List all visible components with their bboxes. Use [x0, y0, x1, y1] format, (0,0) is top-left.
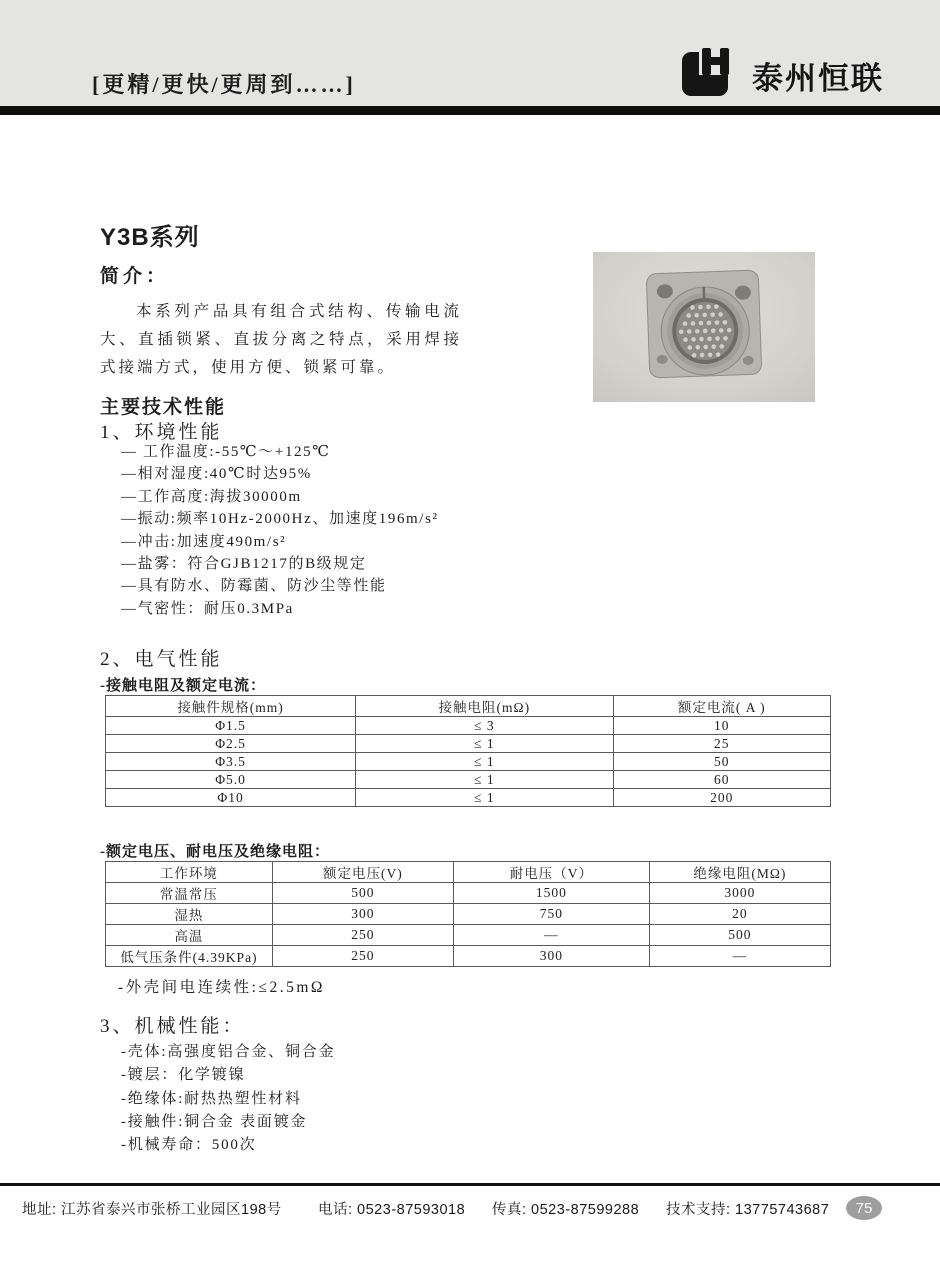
table-cell: 低气压条件(4.39KPa) — [106, 946, 273, 967]
mechanical-item: -接触件:铜合金 表面镀金 — [121, 1113, 308, 1130]
table-cell: — — [454, 925, 650, 946]
environment-item: —工作高度:海拔30000m — [121, 488, 302, 505]
environment-item: —具有防水、防霉菌、防沙尘等性能 — [121, 578, 387, 595]
table-cell: 250 — [272, 925, 453, 946]
table-cell: 湿热 — [106, 904, 273, 925]
table-cell: ≤ 1 — [356, 771, 613, 789]
footer-divider — [0, 1183, 940, 1186]
table-cell: Φ2.5 — [106, 735, 356, 753]
table-cell: 300 — [454, 946, 650, 967]
table-cell: ≤ 3 — [356, 717, 613, 735]
table-header-row — [106, 696, 831, 717]
contact-resistance-table — [105, 695, 831, 807]
mechanical-item: -机械寿命：500次 — [121, 1137, 257, 1154]
table-cell: 250 — [272, 946, 453, 967]
table-cell: 常温常压 — [106, 883, 273, 904]
table-row — [106, 771, 831, 789]
table-cell: 300 — [272, 904, 453, 925]
table-cell: Φ3.5 — [106, 753, 356, 771]
section-electrical-heading: 2、电气性能 — [100, 649, 223, 670]
table-cell: — — [649, 946, 830, 967]
table-cell: 200 — [613, 789, 831, 807]
table-row — [106, 883, 831, 904]
table-cell: Φ10 — [106, 789, 356, 807]
brand-logo — [682, 48, 884, 103]
brand-name: 泰州恒联 — [752, 61, 884, 96]
product-photo — [593, 252, 815, 402]
table-cell: ≤ 1 — [356, 789, 613, 807]
header-divider-bar — [0, 106, 940, 115]
column-header: 耐电压（V） — [454, 862, 650, 883]
mechanical-item: -绝缘体:耐热热塑性材料 — [121, 1090, 302, 1107]
table-cell: 3000 — [649, 883, 830, 904]
table-cell: 20 — [649, 904, 830, 925]
series-title: Y3B系列 — [100, 224, 200, 251]
connector-illustration — [646, 270, 762, 378]
section-mechanical-heading: 3、机械性能： — [100, 1016, 245, 1037]
table-row — [106, 789, 831, 807]
environment-item: —相对湿度:40℃时达95% — [121, 466, 312, 483]
environment-item: —盐雾：符合GJB1217的B级规定 — [121, 555, 367, 572]
environment-item: —冲击:加速度490m/s² — [121, 533, 287, 550]
footer — [0, 1198, 940, 1228]
environment-item: —气密性：耐压0.3MPa — [121, 600, 294, 617]
table-cell: ≤ 1 — [356, 735, 613, 753]
table-cell: 500 — [649, 925, 830, 946]
table-cell: 高温 — [106, 925, 273, 946]
table-row — [106, 904, 831, 925]
contact-table-caption: -接触电阻及额定电流： — [100, 678, 266, 694]
table-header-row — [106, 862, 831, 883]
table-row — [106, 946, 831, 967]
table-cell: ≤ 1 — [356, 753, 613, 771]
footer-fax: 传真: 0523-87599288 — [492, 1202, 640, 1218]
table-cell: 10 — [613, 717, 831, 735]
section-environment-heading: 1、环境性能 — [100, 422, 223, 443]
table-cell: 25 — [613, 735, 831, 753]
shell-continuity-note: -外壳间电连续性:≤2.5mΩ — [118, 979, 325, 996]
column-header: 额定电流( A ) — [613, 696, 831, 717]
table-cell: Φ1.5 — [106, 717, 356, 735]
table-cell: 750 — [454, 904, 650, 925]
voltage-table-caption: -额定电压、耐电压及绝缘电阻： — [100, 844, 330, 860]
table-row — [106, 735, 831, 753]
intro-heading: 简介： — [100, 266, 170, 287]
main-performance-heading: 主要技术性能 — [100, 397, 227, 418]
table-cell: 1500 — [454, 883, 650, 904]
column-header: 绝缘电阻(MΩ) — [649, 862, 830, 883]
table-cell: 50 — [613, 753, 831, 771]
environment-item: — 工作温度:-55℃～+125℃ — [121, 444, 331, 460]
table-cell: 500 — [272, 883, 453, 904]
table-row — [106, 753, 831, 771]
voltage-insulation-table — [105, 861, 831, 967]
lh-monogram-icon — [682, 48, 740, 103]
page-number-badge: 75 — [846, 1196, 882, 1220]
environment-list — [121, 440, 439, 619]
table-row — [106, 925, 831, 946]
intro-paragraph: 本系列产品具有组合式结构、传输电流大、直插锁紧、直拔分离之特点，采用焊接式接端方式，使用方便、锁紧可靠。 — [100, 303, 462, 376]
mechanical-item: -壳体:高强度铝合金、铜合金 — [121, 1044, 336, 1060]
footer-address: 地址: 江苏省泰兴市张桥工业园区198号 — [22, 1202, 282, 1218]
footer-phone: 电话: 0523-87593018 — [318, 1202, 466, 1218]
header-slogan: [更精/更快/更周到……] — [92, 72, 356, 97]
column-header: 接触件规格(mm) — [106, 696, 356, 717]
column-header: 接触电阻(mΩ) — [356, 696, 613, 717]
column-header: 工作环境 — [106, 862, 273, 883]
table-row — [106, 717, 831, 735]
header-band — [0, 0, 940, 106]
footer-support: 技术支持: 13775743687 — [666, 1202, 830, 1218]
mechanical-list — [121, 1040, 335, 1156]
table-cell: 60 — [613, 771, 831, 789]
table-cell: Φ5.0 — [106, 771, 356, 789]
mechanical-item: -镀层：化学镀镍 — [121, 1067, 246, 1084]
column-header: 额定电压(V) — [272, 862, 453, 883]
environment-item: —振动:频率10Hz-2000Hz、加速度196m/s² — [121, 511, 439, 528]
